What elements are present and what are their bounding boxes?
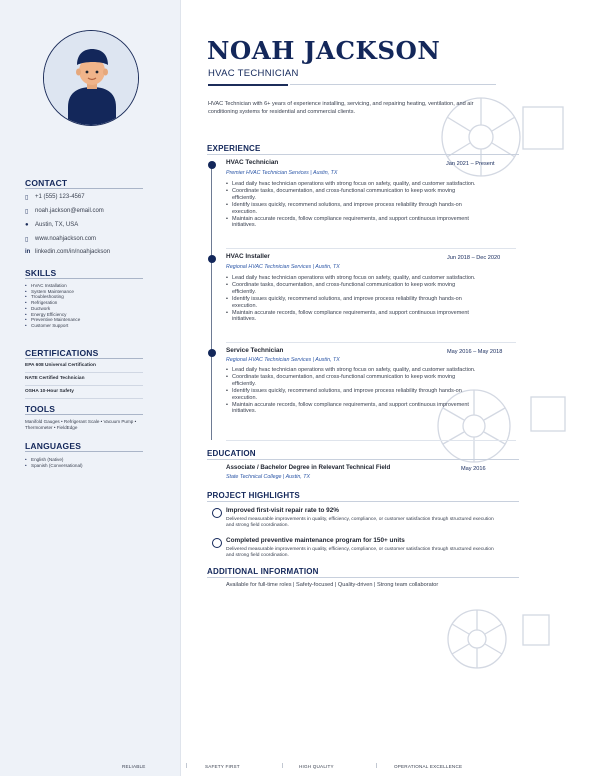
contact-divider [25,188,143,189]
job-dates: Jun 2018 – Dec 2020 [447,255,501,261]
footer-separator: | [376,763,378,769]
project-circle-icon [212,508,222,518]
candidate-title: HVAC TECHNICIAN [208,68,299,79]
list-item: • Preventive Maintenance [25,317,80,323]
education-heading: EDUCATION [207,449,256,458]
tools-heading: TOOLS [25,404,56,414]
globe-icon: ▯ [25,236,29,243]
certifications-divider [25,358,143,359]
contact-email[interactable] [25,205,104,217]
list-item: • Lead daily hvac technician operations with strong focus on safety, quality, and customer satisfaction. [226,367,476,374]
additional-divider [207,577,519,578]
list-item: • Spanish (Conversational) [25,463,83,469]
job-title: Service Technician [226,347,284,354]
contact-website-text: www.noahjackson.com [35,236,97,242]
list-item: • Ductwork [25,306,80,312]
languages-list [25,457,83,468]
tools-divider [25,414,143,415]
contact-heading: CONTACT [25,178,68,188]
list-item: • Coordinate tasks, documentation, and cross-functional communication to keep work moving efficiently. [226,374,476,388]
languages-divider [25,451,143,452]
title-underline-light [290,84,496,85]
contact-website[interactable] [25,233,96,245]
list-item: • Refrigeration [25,300,80,306]
list-item: • Coordinate tasks, documentation, and cross-functional communication to keep work moving efficiently. [226,282,476,296]
education-date: May 2016 [461,466,486,472]
list-item: • Maintain accurate records, follow compliance requirements, and support continuous improvement initiatives. [226,310,476,324]
contact-location-text: Austin, TX, USA [35,222,79,228]
vent-decoration-icon [522,106,564,150]
job-title: HVAC Technician [226,159,279,166]
contact-linkedin-text: linkedin.com/in/noahjackson [35,249,111,255]
skills-heading: SKILLS [25,268,57,278]
additional-heading: ADDITIONAL INFORMATION [207,567,319,576]
skills-list [25,283,80,329]
project-description: Delivered measurable improvements in quality, efficiency, compliance, or customer satisfaction through structured execution and strong field coordination. [226,517,494,529]
location-icon: ● [25,222,29,228]
certification-divider [25,398,143,399]
list-item: • Customer Support [25,323,80,329]
projects-divider [207,501,519,502]
education-degree: Associate / Bachelor Degree in Relevant Technical Field [226,464,391,471]
list-item: • Identify issues quickly, recommend solutions, and improve process reliability through hands-on execution. [226,202,476,216]
timeline-dot [208,349,216,357]
languages-heading: LANGUAGES [25,441,82,451]
list-item: • System Maintenance [25,289,80,295]
list-item: • Identify issues quickly, recommend solutions, and improve process reliability through hands-on execution. [226,296,476,310]
vent-decoration-icon [530,396,566,432]
phone-icon: ▯ [25,194,29,201]
list-item: • Coordinate tasks, documentation, and cross-functional communication to keep work moving efficiently. [226,188,476,202]
footer-item: HIGH QUALITY [299,764,334,769]
job-company: Premier HVAC Technician Services | Austin, TX [226,170,338,176]
linkedin-icon: in [25,249,31,255]
fan-decoration-icon [446,608,508,670]
list-item: • English (Native) [25,457,83,463]
contact-phone[interactable] [25,191,85,203]
footer-item: OPERATIONAL EXCELLENCE [394,764,463,769]
footer-separator: | [186,763,188,769]
certification-item: NATE Certified Technician [25,376,85,381]
certification-item: OSHA 10-Hour Safety [25,389,74,394]
person-avatar-icon [44,31,139,126]
project-circle-icon [212,538,222,548]
list-item: • Lead daily hvac technician operations with strong focus on safety, quality, and customer satisfaction. [226,181,476,188]
timeline-dot [208,255,216,263]
avatar [43,30,139,126]
projects-heading: PROJECT HIGHLIGHTS [207,491,300,500]
timeline-line [211,166,212,440]
vent-decoration-icon [522,614,550,646]
job-divider [226,440,516,441]
timeline-dot [208,161,216,169]
certification-divider [25,385,143,386]
project-description: Delivered measurable improvements in quality, efficiency, compliance, or customer satisfaction through structured execution and strong field coordination. [226,547,494,559]
footer-separator: | [282,763,284,769]
profile-summary: HVAC Technician with 6+ years of experience installing, servicing, and repairing heating, ventilation, and air conditioning systems for residential and commercial clients. [208,101,474,115]
job-divider [226,248,516,249]
list-item: • Identify issues quickly, recommend solutions, and improve process reliability through hands-on execution. [226,388,476,402]
skills-divider [25,278,143,279]
job-bullets [226,275,476,323]
email-icon: ▯ [25,208,29,215]
job-company: Regional HVAC Technician Services | Austin, TX [226,264,340,270]
footer [0,758,600,776]
job-divider [226,342,516,343]
job-dates: May 2016 – May 2018 [447,349,503,355]
certification-item: EPA 608 Universal Certification [25,363,96,368]
job-dates: Jan 2021 – Present [446,161,495,167]
sidebar [0,0,181,776]
list-item: • Lead daily hvac technician operations with strong focus on safety, quality, and customer satisfaction. [226,275,476,282]
certifications-heading: CERTIFICATIONS [25,348,99,358]
project-title: Completed preventive maintenance program for 150+ units [226,537,405,544]
candidate-name: NOAH JACKSON [207,36,441,65]
education-divider [207,459,519,460]
title-underline [208,84,288,86]
list-item: • Maintain accurate records, follow compliance requirements, and support continuous improvement initiatives. [226,216,476,230]
project-title: Improved first-visit repair rate to 92% [226,507,339,514]
contact-linkedin[interactable] [25,246,110,258]
footer-item: SAFETY FIRST [205,764,240,769]
job-bullets [226,181,476,229]
contact-location [25,219,78,231]
list-item: • Maintain accurate records, follow compliance requirements, and support continuous improvement initiatives. [226,402,476,416]
job-company: Regional HVAC Technician Services | Austin, TX [226,357,340,363]
list-item: • Energy Efficiency [25,312,80,318]
job-bullets [226,367,476,415]
experience-divider [207,154,519,155]
certification-divider [25,372,143,373]
contact-phone-text: +1 (555) 123-4567 [35,194,85,200]
tools-text: Manifold Gauges • Refrigerant Scale • Vacuum Pump • Thermometer • FieldEdge [25,419,137,430]
footer-item: RELIABLE [122,764,146,769]
list-item: • HVAC Installation [25,283,80,289]
job-title: HVAC Installer [226,253,270,260]
education-school: State Technical College | Austin, TX [226,474,311,480]
additional-text: Available for full-time roles | Safety-focused | Quality-driven | Strong team collaborator [226,582,439,588]
list-item: • Troubleshooting [25,294,80,300]
contact-email-text: noah.jackson@email.com [35,208,104,214]
experience-heading: EXPERIENCE [207,144,261,153]
